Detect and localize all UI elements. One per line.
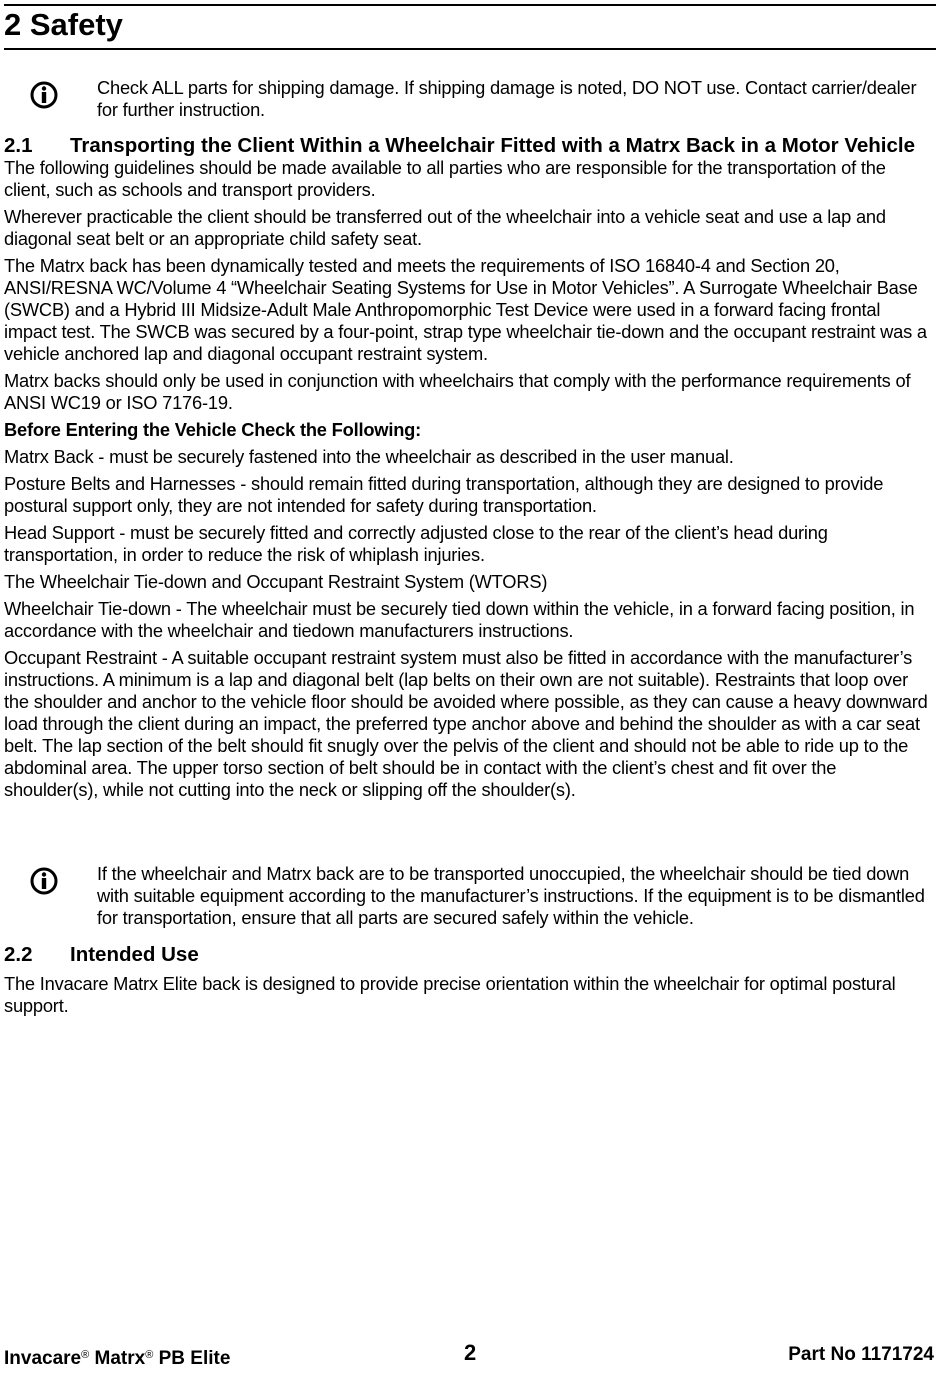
footer-product-model: PB Elite [158,1348,231,1369]
section-2-2-title: Intended Use [70,943,199,966]
paragraph: Head Support - must be securely fitted and correctly adjusted close to the rear of the client’s head during transportation, in order to reduce the risk of whiplash injuries. [4,522,828,565]
paragraph: Wherever practicable the client should be transferred out of the wheelchair into a vehicle seat and use a lap and diagonal seat belt or an appropriate child safety seat. [4,206,886,249]
info-icon [30,867,58,895]
section-2-1-heading [4,134,934,157]
checklist-heading: Before Entering the Vehicle Check the Following: [4,419,422,440]
paragraph: The Wheelchair Tie-down and Occupant Restraint System (WTORS) [4,571,548,592]
section-2-1-number: 2.1 [4,134,33,157]
registered-mark: ® [145,1349,154,1361]
chapter-title: 2 Safety [4,7,123,42]
paragraph: The following guidelines should be made available to all parties who are responsible for the transportation of the client, such as schools and transport providers. [4,157,886,200]
registered-mark: ® [81,1349,90,1361]
info-icon [30,81,58,109]
part-number: Part No 1171724 [788,1344,934,1365]
paragraph: Occupant Restraint - A suitable occupant restraint system must also be fitted in accordance with the manufacturer’s instructions. A minimum is a lap and diagonal belt (lap belts on their own are not suitable). Restraints that loop over the shoulder and anchor to the vehicle floor should be avoided where possible, as they can cause a heavy downward load through the client during an impact, the preferred type anchor above and behind the shoulder as with a car seat belt. The lap section of the belt should fit snugly over the pelvis of the client and should not be able to ride up to the abdominal area. The upper torso section of belt should be in contact with the client’s chest and fit over the shoulder(s), while not cutting into the neck or slipping off the shoulder(s). [4,647,928,800]
footer-product-brand: Matrx [94,1348,146,1369]
section-2-1 [4,134,934,806]
top-rule [4,4,936,6]
shipping-note-text: Check ALL parts for shipping damage. If shipping damage is noted, DO NOT use. Contact carrier/dealer for further instruction. [97,77,917,120]
section-2-2-heading [4,943,934,966]
paragraph: The Matrx back has been dynamically tested and meets the requirements of ISO 16840-4 and Section 20, ANSI/RESNA WC/Volume 4 “Wheelchair Seating Systems for Use in Motor Vehicles”. A Surrogate Wheelchair Base (SWCB) and a Hybrid III Midsize-Adult Male Anthropomorphic Test Device were used in a forward facing frontal impact test. The SWCB was secured by a four-point, strap type wheelchair tie-down and the occupant restraint was a vehicle anchored lap and diagonal occupant restraint system. [4,255,927,364]
shipping-damage-note [4,77,934,121]
paragraph: The Invacare Matrx Elite back is designed to provide precise orientation within the wheelchair for optimal postural support. [4,973,896,1016]
page-footer [4,1340,934,1370]
paragraph: Posture Belts and Harnesses - should remain fitted during transportation, although they are designed to provide postural support only, they are not intended for safety during transportation. [4,473,884,516]
paragraph: Matrx Back - must be securely fastened into the wheelchair as described in the user manual. [4,446,734,467]
unoccupied-transport-note [4,863,934,929]
chapter-rule [4,48,936,50]
footer-product [4,1340,230,1374]
page-number: 2 [464,1340,477,1365]
paragraph: Wheelchair Tie-down - The wheelchair must be securely tied down within the vehicle, in a forward facing position, in accordance with the wheelchair and tiedown manufacturers instructions. [4,598,915,641]
footer-brand: Invacare [4,1348,82,1369]
section-2-2-number: 2.2 [4,943,33,966]
paragraph: Matrx backs should only be used in conjunction with wheelchairs that comply with the performance requirements of ANSI WC19 or ISO 7176-19. [4,370,911,413]
section-2-2 [4,943,934,1022]
unoccupied-note-text: If the wheelchair and Matrx back are to be transported unoccupied, the wheelchair should be tied down with suitable equipment according to the manufacturer’s instructions. If the equipment is to be dismantled for transportation, ensure that all parts are secured safely within the vehicle. [97,863,925,928]
section-2-1-title: Transporting the Client Within a Wheelchair Fitted with a Matrx Back in a Motor Vehicle [70,134,915,157]
